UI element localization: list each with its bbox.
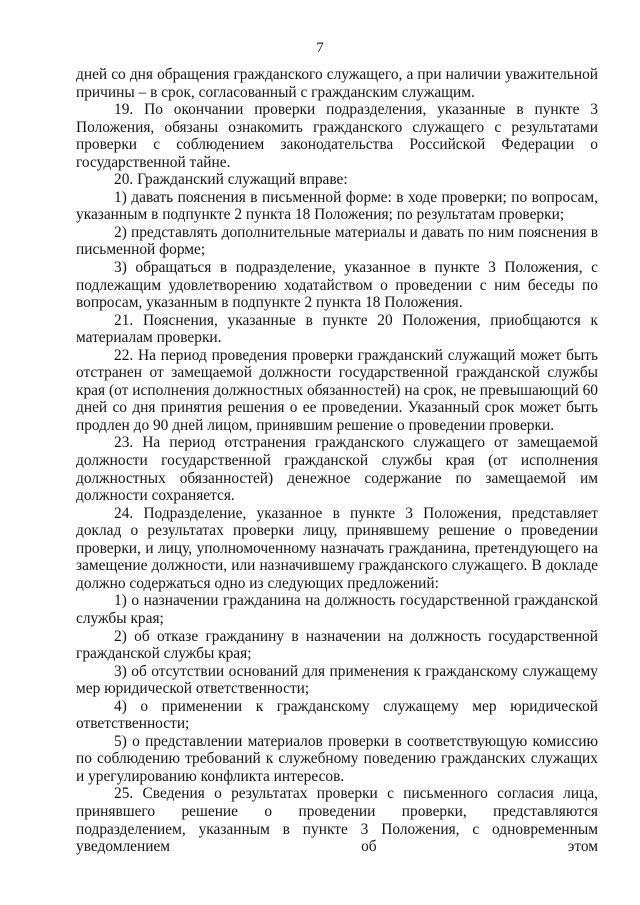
paragraph-24-item-4: 4) о применении к гражданскому служащему мер юридической ответственности; xyxy=(76,697,598,733)
paragraph-19: 19. По окончании проверки подразделения, указанные в пункте 3 Положения, обязаны ознакомить гражданского служащего с результатами проверки с соблюдением законодательства Российской Федерации о государственной тайне. xyxy=(76,101,598,171)
paragraph-24-item-1: 1) о назначении гражданина на должность государственной гражданской службы края; xyxy=(76,592,598,627)
paragraph-continuation: дней со дня обращения гражданского служащего, а при наличии уважительной причины – в срок, согласованный с гражданским служащим. xyxy=(76,66,598,101)
paragraph-20: 20. Гражданский служащий вправе: xyxy=(114,171,348,189)
paragraph-25: 25. Сведения о результатах проверки с письменного согласия лица, принявшего решение о проведении проверки, представляются подразделением, указанным в пункте 3 Положения, с одновременным уведомлением об этом xyxy=(76,785,598,856)
paragraph-20-item-3: 3) обращаться в подразделение, указанное в пункте 3 Положения, с подлежащим удовлетворению ходатайством о проведении с ним беседы по вопросам, указанным в подпункте 2 пункта 18 Положения. xyxy=(76,259,598,312)
body-text xyxy=(76,66,598,856)
paragraph-20-item-1: 1) давать пояснения в письменной форме: в ходе проверки; по вопросам, указанным в подпункте 2 пункта 18 Положения; по результатам проверки; xyxy=(76,188,598,224)
page-number: 7 xyxy=(316,40,324,56)
paragraph-22: 22. На период проведения проверки гражданский служащий может быть отстранен от замещаемой должности государственной гражданской службы края (от исполнения должностных обязанностей) на срок, не превышающий 60 дней со дня принятия решения о ее проведении. Указанный срок может быть продлен до 90 дней лицом, принявшим решение о проведении проверки. xyxy=(76,346,598,434)
paragraph-24: 24. Подразделение, указанное в пункте 3 Положения, представляет доклад о результатах проверки лицу, принявшему решение о проведении проверки, и лицу, уполномоченному назначать гражданина, претендующего на замещение должности, или назначившему гражданского служащего. В докладе должно содержаться одно из следующих предложений: xyxy=(76,504,598,592)
paragraph-24-item-2: 2) об отказе гражданину в назначении на должность государственной гражданской службы края; xyxy=(76,627,598,663)
paragraph-21: 21. Пояснения, указанные в пункте 20 Положения, приобщаются к материалам проверки. xyxy=(76,311,598,347)
paragraph-20-item-2: 2) представлять дополнительные материалы и давать по ним пояснения в письменной форме; xyxy=(76,223,598,259)
paragraph-23: 23. На период отстранения гражданского служащего от замещаемой должности государственной гражданской службы края (от исполнения должностных обязанностей) денежное содержание по замещаемой им должности сохраняется. xyxy=(76,434,598,505)
paragraph-24-item-3: 3) об отсутствии оснований для применения к гражданскому служащему мер юридической ответственности; xyxy=(76,662,598,698)
paragraph-24-item-5: 5) о представлении материалов проверки в соответствующую комиссию по соблюдению требований к служебному поведению гражданских служащих и урегулированию конфликта интересов. xyxy=(76,732,598,785)
